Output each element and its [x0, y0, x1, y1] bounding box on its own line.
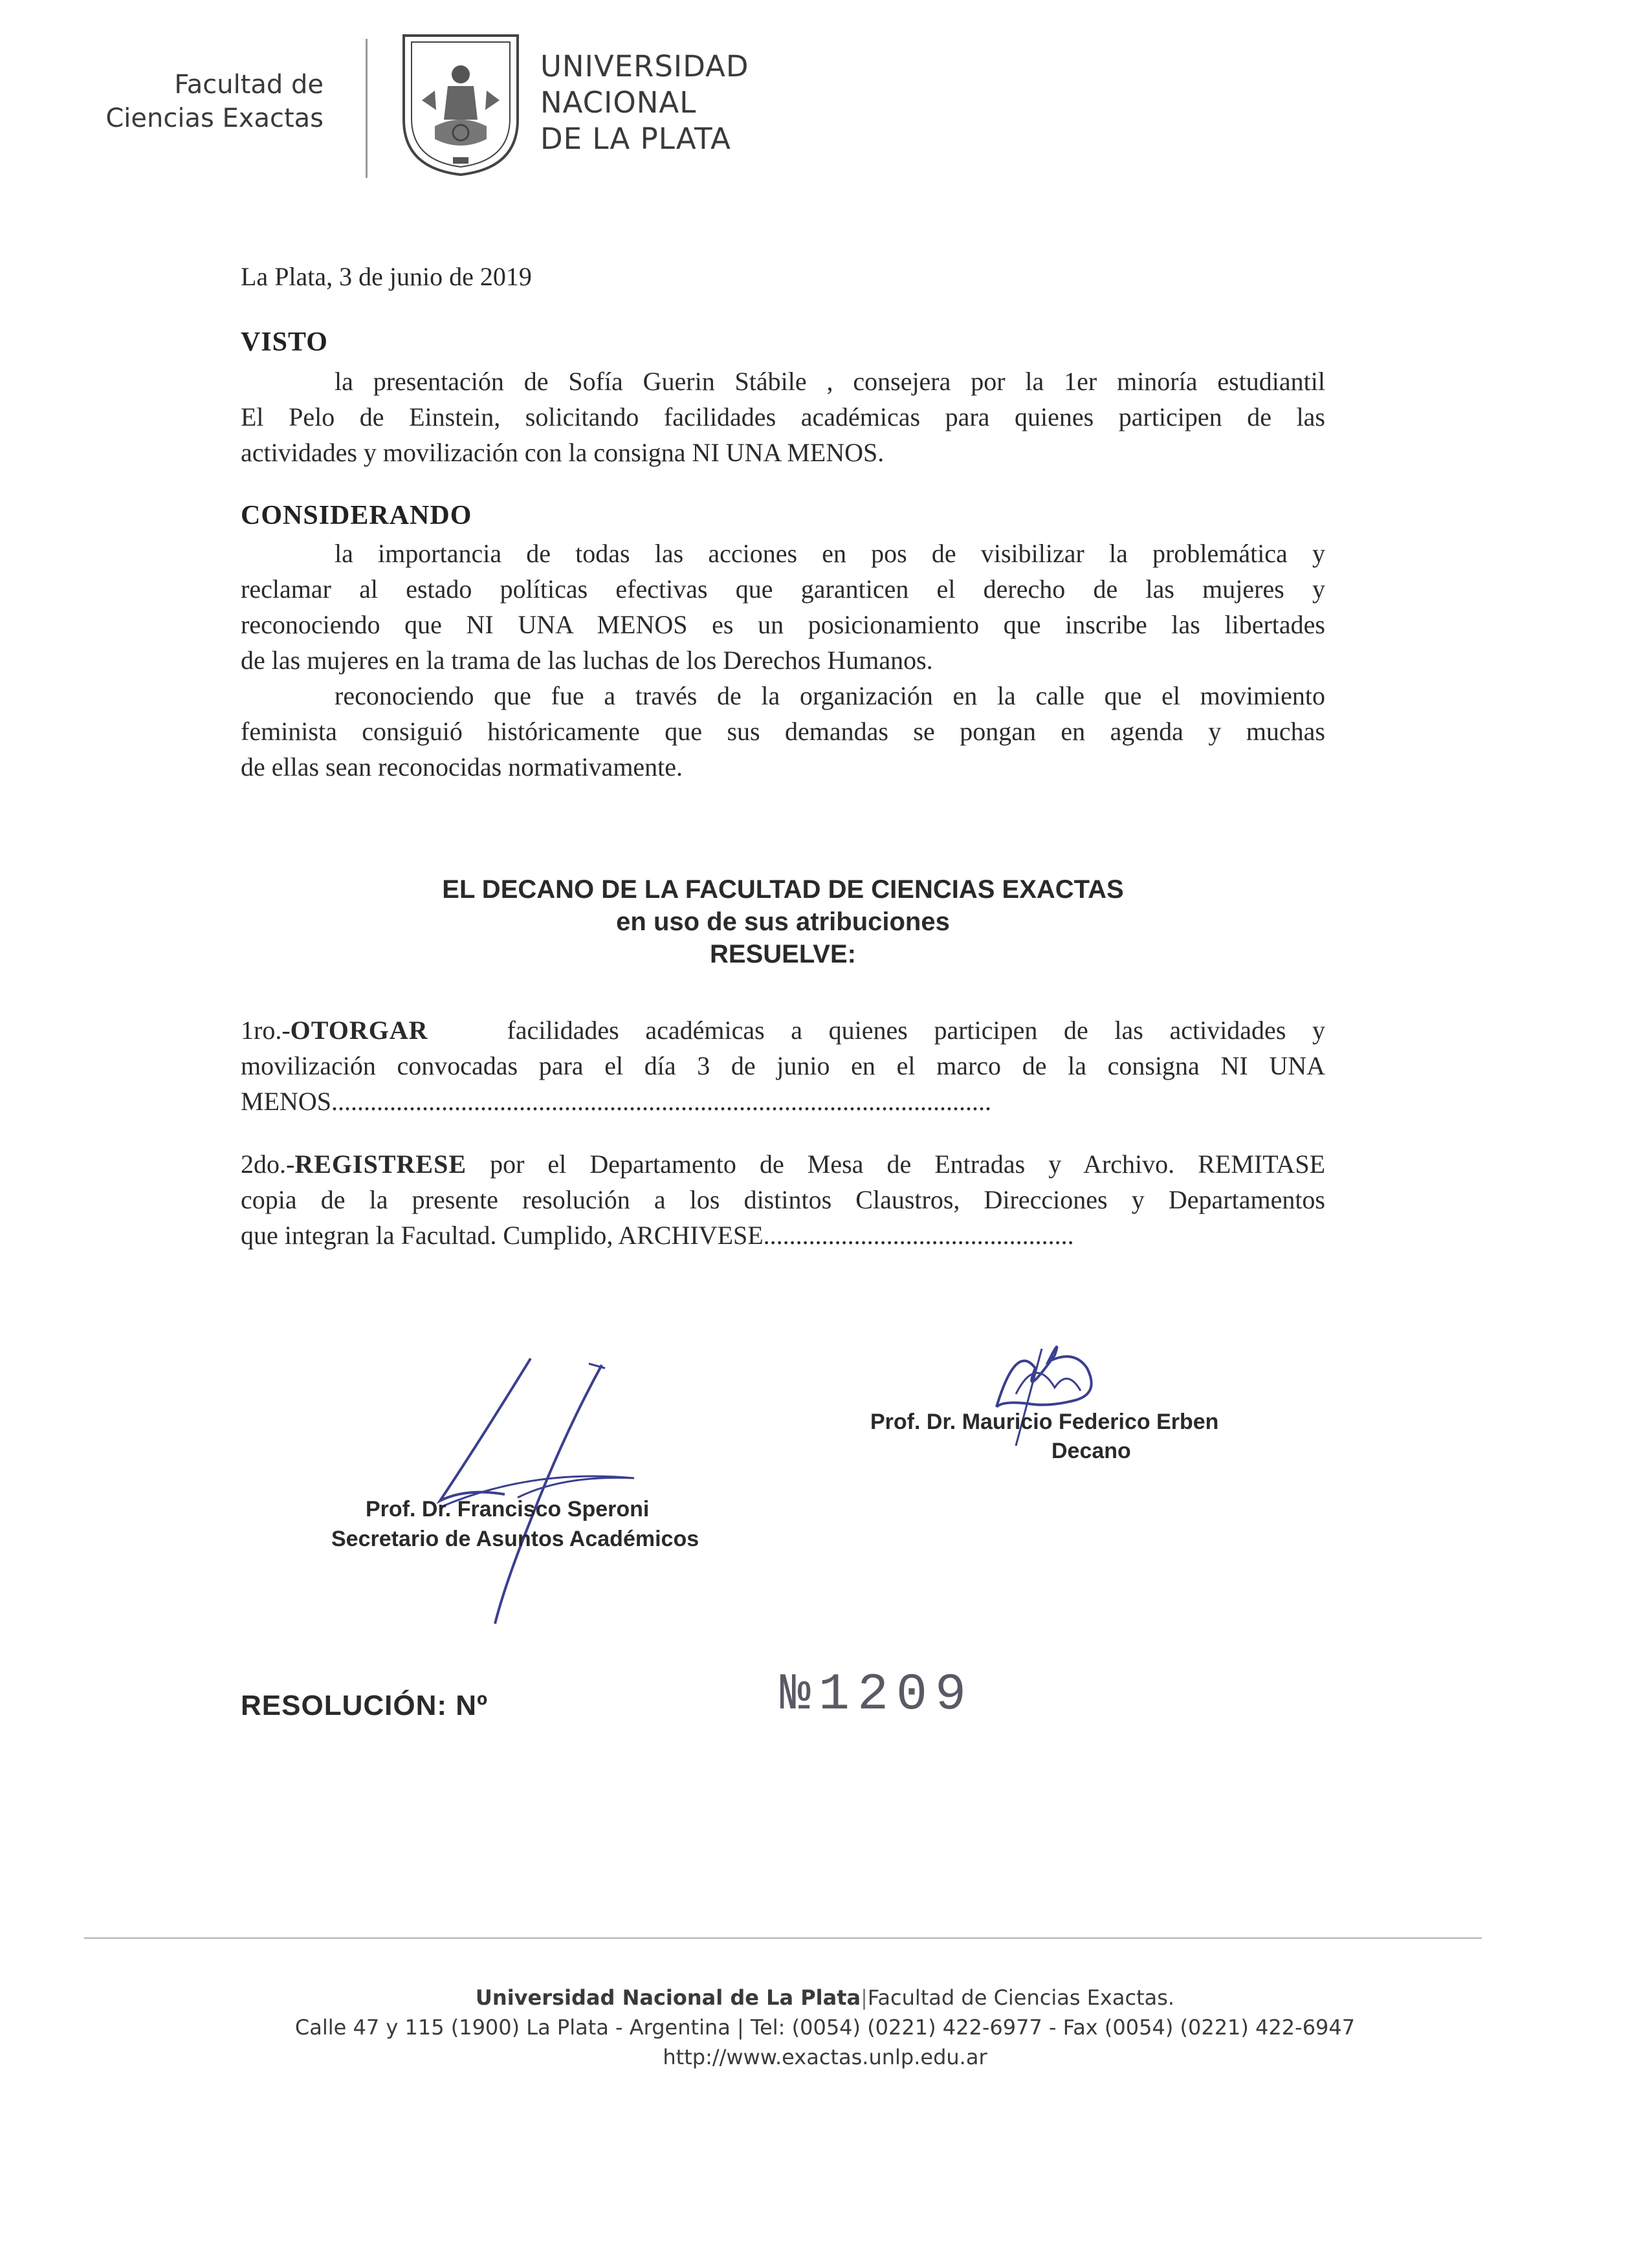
secretary-title: Secretario de Asuntos Académicos [331, 1527, 699, 1551]
considerando-line: de ellas sean reconocidas normativamente. [241, 752, 683, 781]
university-name-line2: NACIONAL [540, 85, 697, 120]
visto-paragraph [241, 364, 1325, 470]
article-2-keyword: REGISTRESE [294, 1150, 467, 1179]
resolve-line2: en uso de sus atribuciones [616, 908, 950, 936]
considerando-title: CONSIDERANDO [241, 501, 472, 530]
resolution-label: RESOLUCIÓN: Nº [241, 1690, 489, 1721]
visto-title: VISTO [241, 327, 328, 357]
footer-faculty: Facultad de Ciencias Exactas. [867, 1985, 1175, 2010]
footer-divider [84, 1937, 1482, 1939]
university-name-line1: UNIVERSIDAD [540, 49, 749, 83]
article-1-line: movilización convocadas para el día 3 de junio en el marco de la consigna NI UNA [241, 1051, 1325, 1080]
faculty-name [105, 68, 324, 135]
article-2-line: copia de la presente resolución a los distintos Claustros, Direcciones y Departamentos [241, 1185, 1325, 1214]
considerando-line: reconociendo que fue a través de la organización en la calle que el movimiento [335, 681, 1325, 710]
resolve-line1: EL DECANO DE LA FACULTAD DE CIENCIAS EXACTAS [442, 875, 1124, 904]
footer-website: http://www.exactas.unlp.edu.ar [663, 2045, 987, 2069]
header-divider [366, 39, 368, 178]
article-1-keyword: OTORGAR [290, 1016, 428, 1045]
dean-title: Decano [1051, 1439, 1131, 1463]
dean-name: Prof. Dr. Mauricio Federico Erben [870, 1410, 1219, 1434]
resolve-heading [241, 873, 1325, 970]
footer [0, 1983, 1650, 2072]
unlp-seal-icon [396, 29, 525, 178]
university-name [540, 49, 749, 157]
footer-university: Universidad Nacional de La Plata [475, 1985, 861, 2010]
article-2-text: por el Departamento de Mesa de Entradas y Archivo. REMITASE [490, 1150, 1326, 1179]
article-2-prefix: 2do.- [241, 1150, 295, 1179]
visto-line: actividades y movilización con la consigna NI UNA MENOS. [241, 438, 885, 467]
footer-separator: | [861, 1985, 868, 2010]
article-2 [241, 1146, 1325, 1253]
considerando-line: de las mujeres en la trama de las luchas de los Derechos Humanos. [241, 646, 933, 675]
considerando-line: reclamar al estado políticas efectivas que garanticen el derecho de las mujeres y [241, 574, 1325, 604]
university-name-line3: DE LA PLATA [540, 122, 731, 156]
considerando-line: feminista consiguió históricamente que sus demandas se pongan en agenda y muchas [241, 717, 1325, 746]
considerando-paragraph [241, 536, 1325, 785]
considerando-line: la importancia de todas las acciones en pos de visibilizar la problemática y [335, 539, 1325, 568]
resolution-number-stamp: №1209 [780, 1666, 974, 1725]
article-1 [241, 1012, 1325, 1119]
article-1-line: MENOS...................................................................................................... [241, 1087, 992, 1116]
document-date: La Plata, 3 de junio de 2019 [241, 262, 532, 291]
considerando-line: reconociendo que NI UNA MENOS es un posicionamiento que inscribe las libertades [241, 610, 1325, 639]
article-1-prefix: 1ro.- [241, 1016, 291, 1045]
visto-line: El Pelo de Einstein, solicitando facilidades académicas para quienes participen de las [241, 402, 1325, 431]
article-1-text: facilidades académicas a quienes participen de las actividades y [507, 1016, 1326, 1045]
article-2-line: que integran la Facultad. Cumplido, ARCHIVESE................................................ [241, 1221, 1074, 1250]
faculty-name-line1: Facultad de [174, 70, 324, 100]
resolve-line3: RESUELVE: [710, 940, 856, 968]
visto-line: la presentación de Sofía Guerin Stábile , consejera por la 1er minoría estudiantil [335, 367, 1325, 396]
faculty-name-line2: Ciencias Exactas [105, 104, 324, 133]
secretary-name: Prof. Dr. Francisco Speroni [366, 1497, 650, 1521]
footer-address: Calle 47 y 115 (1900) La Plata - Argentina | Tel: (0054) (0221) 422-6977 - Fax (0054) (0221) 422-6947 [294, 2015, 1356, 2040]
